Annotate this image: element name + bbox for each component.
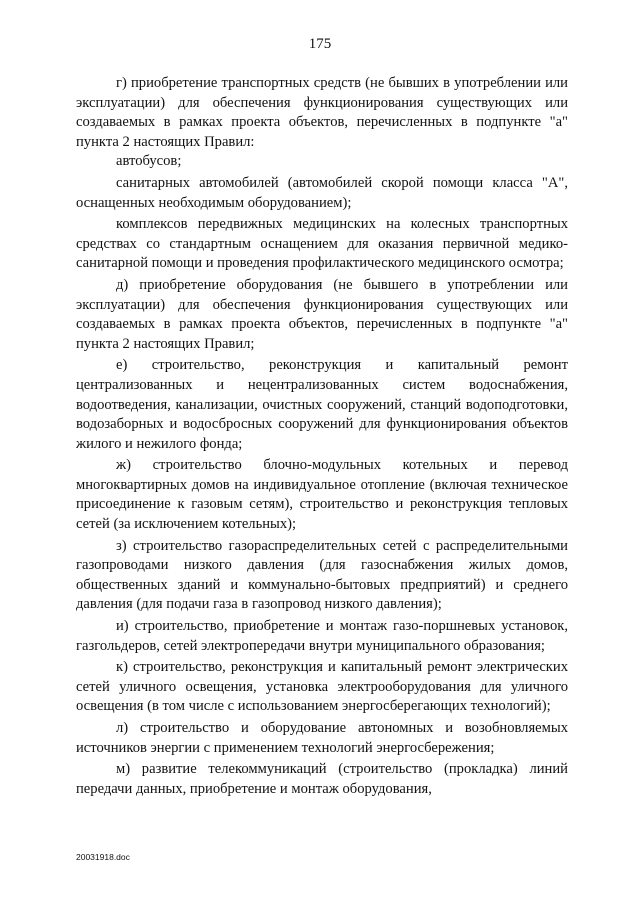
paragraph-item-z: з) строительство газораспределительных сетей с распределительными газопроводами низкого давления (для газоснабжения жилых домов, общественных зданий и коммунально-бытовых предприятий) и среднего давления (для подачи газа в газопровод низкого давления);	[76, 537, 568, 613]
paragraph-item-i: и) строительство, приобретение и монтаж газо-поршневых установок, газгольдеров, сетей электропередачи внутри муниципального образования;	[76, 618, 568, 654]
paragraph-item-d: д) приобретение оборудования (не бывшего в употреблении или эксплуатации) для обеспечения функционирования существующих или создаваемых в рамках проекта объектов, перечисленных в подпункте "а" пункта 2 настоящих Правил;	[76, 276, 568, 352]
document-body	[76, 74, 568, 799]
paragraph-item-e: е) строительство, реконструкция и капитальный ремонт централизованных и нецентрализованных систем водоснабжения, водоотведения, канализации, очистных сооружений, станций водоподготовки, водозаборных и водосбросных сооружений для функционирования объектов жилого и нежилого фонда;	[76, 357, 568, 452]
paragraph-item-g: г) приобретение транспортных средств (не бывших в употреблении или эксплуатации) для обеспечения функционирования существующих или создаваемых в рамках проекта объектов, перечисленных в подпункте "а" пункта 2 настоящих Правил:	[76, 75, 568, 150]
paragraph-item-zh: ж) строительство блочно-модульных котельных и перевод многоквартирных домов на индивидуальное отопление (включая техническое присоединение к газовым сетям), строительство и реконструкция тепловых сетей (за исключением котельных);	[76, 457, 568, 533]
paragraph-ambulances: санитарных автомобилей (автомобилей скорой помощи класса "А", оснащенных необходимым оборудованием);	[76, 174, 568, 211]
page-number: 175	[308, 36, 332, 52]
paragraph-buses: автобусов;	[116, 153, 182, 170]
paragraph-mobile-medical-complexes: комплексов передвижных медицинских на колесных транспортных средствах со стандартным оснащением для оказания первичной медико-санитарной помощи и проведения профилактического медицинского осмотра;	[76, 216, 568, 272]
document-filename: 20031918.doc	[76, 852, 130, 862]
paragraph-item-k: к) строительство, реконструкция и капитальный ремонт электрических сетей уличного освещения, установка электрооборудования для уличного освещения (в том числе с использованием энергосберегающих технологий);	[76, 659, 568, 715]
paragraph-item-l: л) строительство и оборудование автономных и возобновляемых источников энергии с применением технологий энергосбережения;	[76, 720, 568, 756]
paragraph-item-m: м) развитие телекоммуникаций (строительство (прокладка) линий передачи данных, приобретение и монтаж оборудования,	[76, 761, 568, 797]
